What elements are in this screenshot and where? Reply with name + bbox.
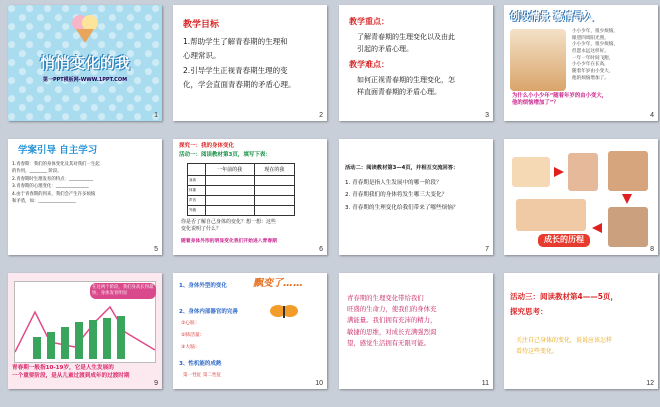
slide-title: 活动二：阅读教材第3—4页，并相互交流回答： [345,165,459,171]
section-heading-2: 2、身体内部器官的完善 [179,309,238,315]
section-heading-1: 1、身体外型的变化 [179,283,227,289]
slide-thumbnail-7[interactable] [339,139,493,255]
song-lyrics: 小小少年，很少烦恼， 眼望四周阳光照。 小小少年，很少烦恼， 但愿永远这样好。 一年一年时间飞跑， 小小少年在长高， 随着年岁由小变大， 他的烦恼增加了。 [572,29,618,81]
slide-number: 10 [315,380,323,387]
slide-title: 学案引导 自主学习 [18,145,98,156]
teen-photo [608,151,648,191]
table-row-label: 外貌 [188,206,206,216]
slide-number: 3 [485,112,489,119]
slide-body: 关注自己身体的变化，说说应该怎样 看待这些变化。 [516,337,613,356]
ice-cream-icon [70,13,100,43]
heart-label: ①心脏： [181,321,200,326]
slide-thumbnail-2[interactable] [173,5,327,121]
slide-thumbnail-4[interactable] [504,5,658,121]
bottom-note: 青春期一般指10-19岁，它是人生发展的 一个重要阶段，是从儿童过渡到成年的过渡时期 [12,365,130,379]
slide-number: 4 [650,112,654,119]
down-arrow-icon [622,194,632,204]
question-list: 1. 青春期是指人生发展中的哪一阶段？ 2. 青春期我们的身体将发生哪三大变化？ 3. 青春期的生理变化给我们带来了哪些烦恼？ [345,180,459,211]
fun-title: 飘变了…… [253,278,303,289]
slide-body: 青春期的生理变化带给我们 旺盛的生命力，使我们的身体充 满能量。我们拥有充沛的精力， 敏捷的思维，对成长充满强烈渴 望，感觉生活拥有无限可能。 [347,294,437,347]
question-text: 为什么小小少年“随着年岁的由小变大， 他的烦恼增加了”？ [512,93,608,107]
slide-number: 6 [319,246,323,253]
slide-subtitle: 第一PPT模板网-WWW.1PPT.COM [42,77,128,83]
butterfly-icon [269,303,299,321]
slide-thumbnail-5[interactable] [8,139,162,255]
difficulty-body: 如何正视青春期的生理变化，怎 样直面青春期的矛盾心理。 [357,76,455,96]
slide-thumbnail-12[interactable] [504,273,658,389]
slide-heading: 教学目标 [183,20,220,30]
slide-thumbnail-11[interactable] [339,273,493,389]
slide-title: 悄悄变化的我 [39,54,130,72]
table-header: 一年前的我 [205,164,254,176]
slide-thumbnail-8[interactable] [504,139,658,255]
slide-number: 2 [319,112,323,119]
table-row-label: 声音 [188,196,206,206]
table-row-label: 身高 [188,176,206,186]
lung-label: ②肺活量： [181,333,205,338]
slide-number: 9 [154,380,158,387]
child-photo [568,153,598,191]
slide-body: 1.青春期：我们的身体变化及其对我们一生起 的作用，________ 阶段。 2.青春期时生理发育的特点：___________ 3.青春期的心理变化：_______________ 4.由于青春期的到来，我们会产生许多烦恼 和矛盾，如：_________________ [12,162,100,205]
boy-image [510,29,566,91]
question-text: 你是否了解自己身体的变化？想一想：这些 变化说明了什么？ [181,219,277,232]
comparison-table [187,163,295,216]
slide-number: 5 [154,246,158,253]
slide-thumbnail-10[interactable] [173,273,327,389]
key-point-heading: 教学重点： [349,17,389,26]
slide-number: 12 [646,380,654,387]
right-arrow-icon [554,167,564,177]
table-row-label: 体重 [188,186,206,196]
inquiry-label: 探究一：我的身体变化 [179,143,235,149]
slide-number: 8 [650,246,654,253]
activity-label: 活动一：阅读教材第3页，填写下表： [179,152,271,158]
slide-thumbnail-9[interactable] [8,273,162,389]
slide-body: 1.帮助学生了解青春期的生理和 心理常识。 2.引导学生正视青春期生理的变 化，学会直面青春期的矛盾心理。 [183,37,296,89]
slide-thumbnail-3[interactable] [339,5,493,121]
slide-thumbnail-1[interactable] [8,5,162,121]
slide-number: 1 [154,112,158,119]
slide-thumbnail-6[interactable] [173,139,327,255]
bottom-note: 随着身体外形的明显变化我们开始进入青春期 [181,239,277,244]
elder-photo [516,199,586,231]
bottom-note: 第一性征 第二性征 [183,373,222,378]
brain-label: ③大脑： [181,345,200,350]
slide-number: 11 [481,380,489,387]
baby-photo [512,157,550,187]
activity-heading: 活动三：阅读教材第4——5页， 探究思考： [510,292,618,316]
section-heading-3: 3、性机能的成熟 [179,361,222,367]
difficulty-heading: 教学难点： [349,60,389,69]
slide-number: 7 [485,246,489,253]
left-arrow-icon [592,223,602,233]
adult-photo [608,207,648,247]
caption-badge: 成长的历程 [538,234,590,247]
table-header: 现在的我 [254,164,294,176]
callout-bubble: 在这两个阶段，我们身高长得最快，身体发育明显 [90,283,156,299]
slide-title: 创设情景 激情导入 [510,12,594,23]
key-point-body: 了解青春期的生理变化以及由此 引起的矛盾心理。 [357,33,455,53]
